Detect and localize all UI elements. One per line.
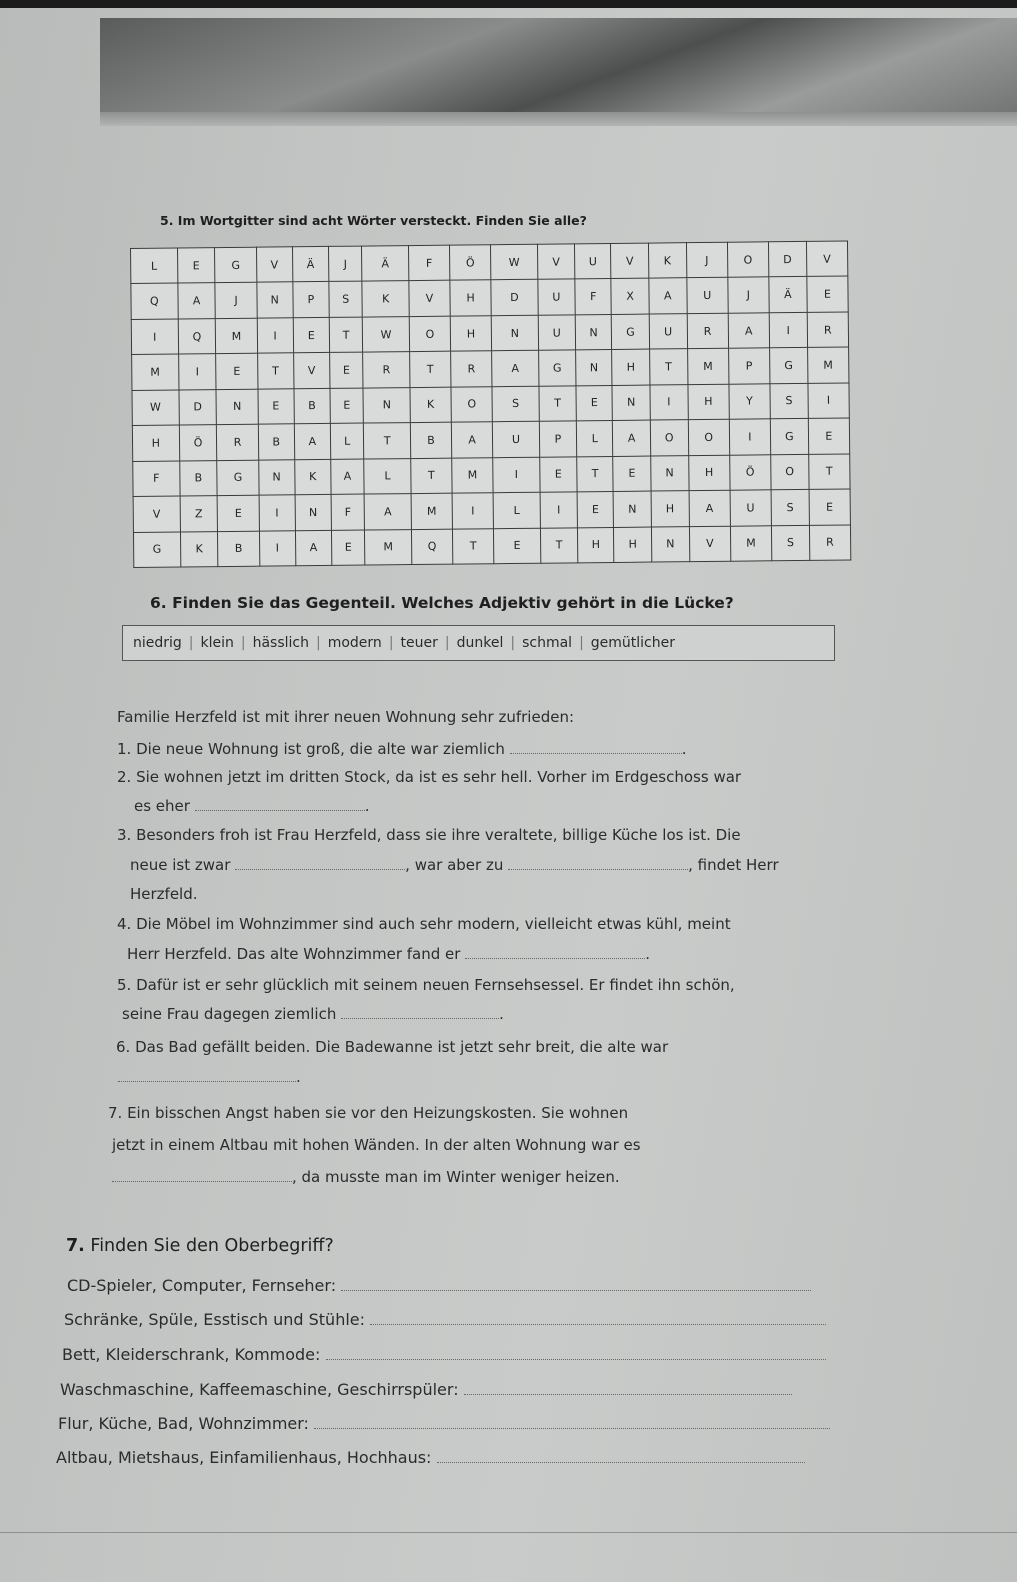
period: . <box>645 945 650 963</box>
grid-cell[interactable]: R <box>807 312 849 348</box>
adjective-option: dunkel <box>456 635 504 651</box>
grid-cell[interactable]: F <box>133 461 180 497</box>
grid-cell[interactable]: T <box>364 423 411 459</box>
grid-cell[interactable]: W <box>491 244 538 280</box>
category-item <box>64 1310 826 1329</box>
grid-cell[interactable]: E <box>218 495 259 531</box>
grid-cell[interactable]: I <box>178 354 216 390</box>
grid-cell[interactable]: H <box>450 280 491 316</box>
grid-cell[interactable]: I <box>452 493 493 529</box>
exercise-7-title-text: Finden Sie den Oberbegriff? <box>90 1236 334 1256</box>
grid-cell[interactable]: Ö <box>179 425 217 461</box>
blank-3a[interactable] <box>235 868 405 870</box>
sentence-3b <box>130 856 779 874</box>
sentence-2b-text: es eher <box>134 797 190 815</box>
grid-cell[interactable]: E <box>494 528 541 564</box>
grid-cell[interactable]: V <box>133 496 180 532</box>
grid-cell[interactable]: I <box>493 457 540 493</box>
grid-cell[interactable]: Q <box>178 318 216 354</box>
grid-cell[interactable]: G <box>215 247 256 283</box>
sentence-7c <box>112 1168 620 1186</box>
photo-strip <box>100 18 1017 126</box>
grid-cell[interactable]: R <box>809 524 851 560</box>
grid-cell[interactable]: Ä <box>362 246 409 282</box>
grid-cell[interactable]: O <box>451 386 492 422</box>
grid-cell[interactable]: A <box>492 351 539 387</box>
grid-cell[interactable]: T <box>257 353 294 389</box>
grid-cell[interactable]: Q <box>131 283 178 319</box>
grid-cell[interactable]: Q <box>411 529 452 565</box>
grid-cell[interactable]: E <box>807 276 849 312</box>
grid-cell[interactable]: T <box>540 527 578 563</box>
grid-cell[interactable]: P <box>728 348 769 384</box>
grid-cell[interactable]: F <box>408 245 449 281</box>
grid-cell[interactable]: E <box>809 489 851 525</box>
adjective-option: niedrig <box>133 635 182 651</box>
grid-cell[interactable]: H <box>450 316 491 352</box>
grid-cell[interactable]: I <box>259 495 296 531</box>
grid-cell[interactable]: T <box>539 386 577 422</box>
grid-cell[interactable]: I <box>257 318 294 354</box>
grid-cell[interactable]: A <box>331 459 365 495</box>
category-blank[interactable] <box>370 1323 826 1325</box>
period: . <box>364 797 370 815</box>
grid-cell[interactable]: T <box>410 351 451 387</box>
grid-cell[interactable]: Z <box>180 496 218 532</box>
grid-cell[interactable]: L <box>330 423 364 459</box>
adjective-option: teuer <box>400 635 438 651</box>
category-item-text: Flur, Küche, Bad, Wohnzimmer: <box>58 1414 309 1433</box>
grid-cell[interactable]: O <box>771 454 809 490</box>
category-item-text: Altbau, Mietshaus, Einfamilienhaus, Hochhaus: <box>56 1448 432 1467</box>
category-item <box>56 1448 805 1467</box>
grid-row <box>133 524 850 567</box>
grid-cell[interactable]: J <box>728 277 769 313</box>
grid-cell[interactable]: N <box>491 315 538 351</box>
grid-cell[interactable]: S <box>329 282 363 318</box>
grid-cell[interactable]: U <box>492 421 539 457</box>
adjective-option: hässlich <box>252 635 309 651</box>
sentence-2b <box>134 797 370 815</box>
category-item <box>58 1414 830 1433</box>
grid-cell[interactable]: I <box>650 384 688 420</box>
grid-cell[interactable]: B <box>258 424 295 460</box>
grid-cell[interactable]: A <box>295 530 332 566</box>
grid-cell[interactable]: A <box>364 494 411 530</box>
sentence-6a: 6. Das Bad gefällt beiden. Die Badewanne ist jetzt sehr breit, die alte war <box>116 1038 669 1056</box>
grid-cell[interactable]: M <box>365 529 412 565</box>
grid-cell[interactable]: L <box>576 421 613 457</box>
grid-cell[interactable]: M <box>452 457 493 493</box>
intro-text: Familie Herzfeld ist mit ihrer neuen Wohnung sehr zufrieden: <box>117 708 575 726</box>
grid-cell[interactable]: H <box>688 384 729 420</box>
grid-cell[interactable]: R <box>451 351 492 387</box>
grid-cell[interactable]: E <box>808 418 850 454</box>
adjective-options-box <box>122 625 835 661</box>
blank-2[interactable] <box>195 809 365 811</box>
blank-5[interactable] <box>341 1017 499 1019</box>
grid-cell[interactable]: E <box>258 389 295 425</box>
grid-cell[interactable]: K <box>410 387 451 423</box>
grid-cell[interactable]: K <box>362 281 409 317</box>
grid-cell[interactable]: J <box>215 283 256 319</box>
category-blank[interactable] <box>314 1427 830 1429</box>
grid-cell[interactable]: A <box>294 424 331 460</box>
sentence-7a: 7. Ein bisschen Angst haben sie vor den Heizungskosten. Sie wohnen <box>108 1104 629 1122</box>
adjective-option: gemütlicher <box>590 635 675 651</box>
sentence-1 <box>117 740 686 758</box>
option-separator: | <box>444 635 450 651</box>
grid-cell[interactable]: V <box>256 247 293 283</box>
sentence-5b <box>122 1005 504 1023</box>
option-separator: | <box>240 635 246 651</box>
sentence-5a: 5. Dafür ist er sehr glücklich mit seinem neuen Fernsehsessel. Er findet ihn schön, <box>117 976 735 994</box>
category-blank[interactable] <box>437 1461 805 1463</box>
grid-cell[interactable]: I <box>808 383 850 419</box>
grid-cell[interactable]: Ä <box>769 277 807 313</box>
grid-cell[interactable]: O <box>409 316 450 352</box>
grid-cell[interactable]: M <box>730 525 771 561</box>
grid-cell[interactable]: E <box>216 353 257 389</box>
grid-cell[interactable]: N <box>576 350 613 386</box>
grid-cell[interactable]: S <box>492 386 539 422</box>
adjective-option: klein <box>200 635 234 651</box>
grid-cell[interactable]: M <box>411 493 452 529</box>
sentence-4b-text: Herr Herzfeld. Das alte Wohnzimmer fand er <box>127 945 461 963</box>
grid-cell[interactable]: N <box>216 389 257 425</box>
grid-cell[interactable]: L <box>131 248 178 284</box>
grid-cell[interactable]: T <box>649 349 687 385</box>
option-separator: | <box>188 635 194 651</box>
category-item <box>62 1345 826 1364</box>
grid-cell[interactable]: V <box>537 244 575 280</box>
period: . <box>296 1068 301 1086</box>
category-blank[interactable] <box>464 1393 792 1395</box>
grid-cell[interactable]: N <box>651 526 689 562</box>
blank-3b[interactable] <box>508 868 688 870</box>
grid-cell[interactable]: S <box>771 525 809 561</box>
sentence-1-text: 1. Die neue Wohnung ist groß, die alte war ziemlich <box>117 740 505 758</box>
grid-cell[interactable]: V <box>611 243 649 279</box>
adjective-option: schmal <box>522 635 573 651</box>
grid-cell[interactable]: E <box>539 456 577 492</box>
grid-cell[interactable]: R <box>687 313 728 349</box>
grid-cell[interactable]: V <box>293 353 330 389</box>
grid-cell[interactable]: V <box>806 241 848 277</box>
grid-cell[interactable]: U <box>538 279 576 315</box>
grid-cell[interactable]: G <box>612 314 650 350</box>
period: . <box>681 740 687 758</box>
grid-cell[interactable]: M <box>807 347 849 383</box>
grid-cell[interactable]: Ö <box>729 454 770 490</box>
grid-cell[interactable]: P <box>539 421 577 457</box>
grid-cell[interactable]: B <box>179 460 217 496</box>
grid-cell[interactable]: E <box>330 352 364 388</box>
grid-cell[interactable]: M <box>216 318 257 354</box>
grid-cell[interactable]: V <box>409 281 450 317</box>
grid-cell[interactable]: W <box>132 390 179 426</box>
grid-cell[interactable]: B <box>294 388 331 424</box>
grid-cell[interactable]: Ä <box>292 246 329 282</box>
grid-cell[interactable]: I <box>131 319 178 355</box>
grid-cell[interactable]: E <box>613 456 651 492</box>
grid-cell[interactable]: W <box>363 316 410 352</box>
adjective-option: modern <box>327 635 382 651</box>
grid-cell[interactable]: I <box>259 530 296 566</box>
grid-cell[interactable]: D <box>768 241 806 277</box>
grid-cell[interactable]: I <box>540 492 578 528</box>
sentence-3b-text-3: , findet Herr <box>688 856 779 874</box>
grid-cell[interactable]: E <box>293 317 330 353</box>
option-separator: | <box>316 635 321 651</box>
grid-cell[interactable]: T <box>411 458 452 494</box>
grid-cell[interactable]: E <box>577 492 614 528</box>
grid-cell[interactable]: E <box>330 388 364 424</box>
blank-7[interactable] <box>112 1180 292 1182</box>
grid-cell[interactable]: B <box>218 531 259 567</box>
grid-cell[interactable]: O <box>688 419 729 455</box>
grid-cell[interactable]: T <box>808 454 850 490</box>
blank-1[interactable] <box>510 752 682 754</box>
grid-cell[interactable]: N <box>575 314 612 350</box>
grid-cell[interactable]: E <box>576 385 613 421</box>
blank-6[interactable] <box>118 1080 296 1082</box>
sentence-3b-text-2: , war aber zu <box>405 856 504 874</box>
grid-cell[interactable]: N <box>256 282 293 318</box>
grid-cell[interactable]: K <box>648 243 686 279</box>
grid-cell[interactable]: I <box>769 312 807 348</box>
grid-cell[interactable]: Y <box>729 384 770 420</box>
grid-cell[interactable]: A <box>613 420 651 456</box>
category-blank[interactable] <box>341 1289 811 1291</box>
exercise-6-title: 6. Finden Sie das Gegenteil. Welches Adjektiv gehört in die Lücke? <box>150 594 734 612</box>
grid-cell[interactable]: L <box>493 492 540 528</box>
grid-cell[interactable]: H <box>651 491 689 527</box>
grid-cell[interactable]: T <box>577 456 614 492</box>
grid-cell[interactable]: N <box>363 387 410 423</box>
footer-rule <box>0 1532 1017 1533</box>
grid-cell[interactable]: H <box>612 349 650 385</box>
grid-cell[interactable]: G <box>770 419 808 455</box>
grid-cell[interactable]: S <box>770 383 808 419</box>
grid-cell[interactable]: X <box>611 279 649 315</box>
grid-cell[interactable]: M <box>687 349 728 385</box>
grid-cell[interactable]: U <box>686 278 727 314</box>
grid-cell[interactable]: N <box>258 459 295 495</box>
grid-cell[interactable]: U <box>575 243 612 279</box>
sentence-3a: 3. Besonders froh ist Frau Herzfeld, dass sie ihre veraltete, billige Küche los ist. Die <box>117 826 741 844</box>
sentence-5b-text: seine Frau dagegen ziemlich <box>122 1005 337 1023</box>
grid-cell[interactable]: A <box>177 283 215 319</box>
grid-cell[interactable]: H <box>132 425 179 461</box>
grid-cell[interactable]: K <box>294 459 331 495</box>
grid-cell[interactable]: N <box>613 491 651 527</box>
grid-cell[interactable]: M <box>132 354 179 390</box>
category-item <box>60 1380 792 1399</box>
grid-cell[interactable]: I <box>729 419 770 455</box>
period: . <box>499 1005 504 1023</box>
sentence-6b <box>118 1068 301 1086</box>
grid-cell[interactable]: D <box>179 389 217 425</box>
grid-cell[interactable]: F <box>331 494 365 530</box>
grid-cell[interactable]: Ö <box>450 245 491 281</box>
grid-cell[interactable]: D <box>491 280 538 316</box>
grid-cell[interactable]: N <box>612 385 650 421</box>
grid-cell[interactable]: O <box>727 242 768 278</box>
grid-cell[interactable]: H <box>578 527 615 563</box>
grid-cell[interactable]: H <box>688 455 729 491</box>
grid-cell[interactable]: B <box>410 422 451 458</box>
grid-cell[interactable]: S <box>771 489 809 525</box>
option-separator: | <box>388 635 394 651</box>
grid-cell[interactable]: O <box>650 420 688 456</box>
word-grid <box>130 240 851 568</box>
sentence-4b <box>127 945 650 963</box>
exercise-7-number: 7. <box>66 1236 85 1256</box>
grid-cell[interactable]: A <box>689 490 730 526</box>
category-blank[interactable] <box>326 1358 826 1360</box>
option-separator: | <box>510 635 516 651</box>
grid-cell[interactable]: T <box>329 317 363 353</box>
exercise-7-title <box>66 1236 334 1256</box>
grid-cell[interactable]: J <box>328 246 362 282</box>
sentence-2a: 2. Sie wohnen jetzt im dritten Stock, da ist es sehr hell. Vorher im Erdgeschoss war <box>117 768 742 786</box>
grid-cell[interactable]: U <box>730 490 771 526</box>
sentence-4a: 4. Die Möbel im Wohnzimmer sind auch sehr modern, vielleicht etwas kühl, meint <box>117 915 731 933</box>
option-separator: | <box>579 635 584 651</box>
grid-cell[interactable]: E <box>331 530 365 566</box>
category-item-text: Waschmaschine, Kaffeemaschine, Geschirrspüler: <box>60 1380 459 1399</box>
sentence-7c-text: , da musste man im Winter weniger heizen. <box>292 1168 620 1186</box>
category-item-text: Schränke, Spüle, Esstisch und Stühle: <box>64 1310 366 1329</box>
grid-cell[interactable]: J <box>686 242 727 278</box>
sentence-7b: jetzt in einem Altbau mit hohen Wänden. In der alten Wohnung war es <box>112 1136 641 1154</box>
grid-cell[interactable]: N <box>650 455 688 491</box>
category-item-text: Bett, Kleiderschrank, Kommode: <box>62 1345 321 1364</box>
grid-cell[interactable]: U <box>649 314 687 350</box>
grid-cell[interactable]: E <box>177 248 215 284</box>
grid-cell[interactable]: H <box>614 527 652 563</box>
worksheet-page <box>0 8 1017 1582</box>
grid-cell[interactable]: U <box>538 315 576 351</box>
sentence-3c: Herzfeld. <box>130 885 198 903</box>
grid-cell[interactable]: L <box>364 458 411 494</box>
grid-cell[interactable]: P <box>293 282 330 318</box>
grid-cell[interactable]: T <box>452 528 493 564</box>
grid-cell[interactable]: N <box>295 494 332 530</box>
sentence-3b-text-1: neue ist zwar <box>130 856 231 874</box>
exercise-5-title: 5. Im Wortgitter sind acht Wörter versteckt. Finden Sie alle? <box>160 213 587 228</box>
grid-cell[interactable]: A <box>649 278 687 314</box>
grid-cell[interactable]: R <box>363 352 410 388</box>
grid-cell[interactable]: G <box>769 348 807 384</box>
grid-cell[interactable]: K <box>180 531 218 567</box>
category-item <box>67 1276 811 1295</box>
blank-4[interactable] <box>465 957 645 959</box>
grid-cell[interactable]: A <box>728 313 769 349</box>
grid-cell[interactable]: F <box>575 279 612 315</box>
grid-cell[interactable]: G <box>133 531 180 567</box>
grid-cell[interactable]: G <box>538 350 576 386</box>
grid-cell[interactable]: R <box>217 424 258 460</box>
grid-cell[interactable]: V <box>689 526 730 562</box>
grid-cell[interactable]: G <box>217 460 258 496</box>
category-item-text: CD-Spieler, Computer, Fernseher: <box>67 1276 337 1295</box>
grid-cell[interactable]: A <box>451 422 492 458</box>
